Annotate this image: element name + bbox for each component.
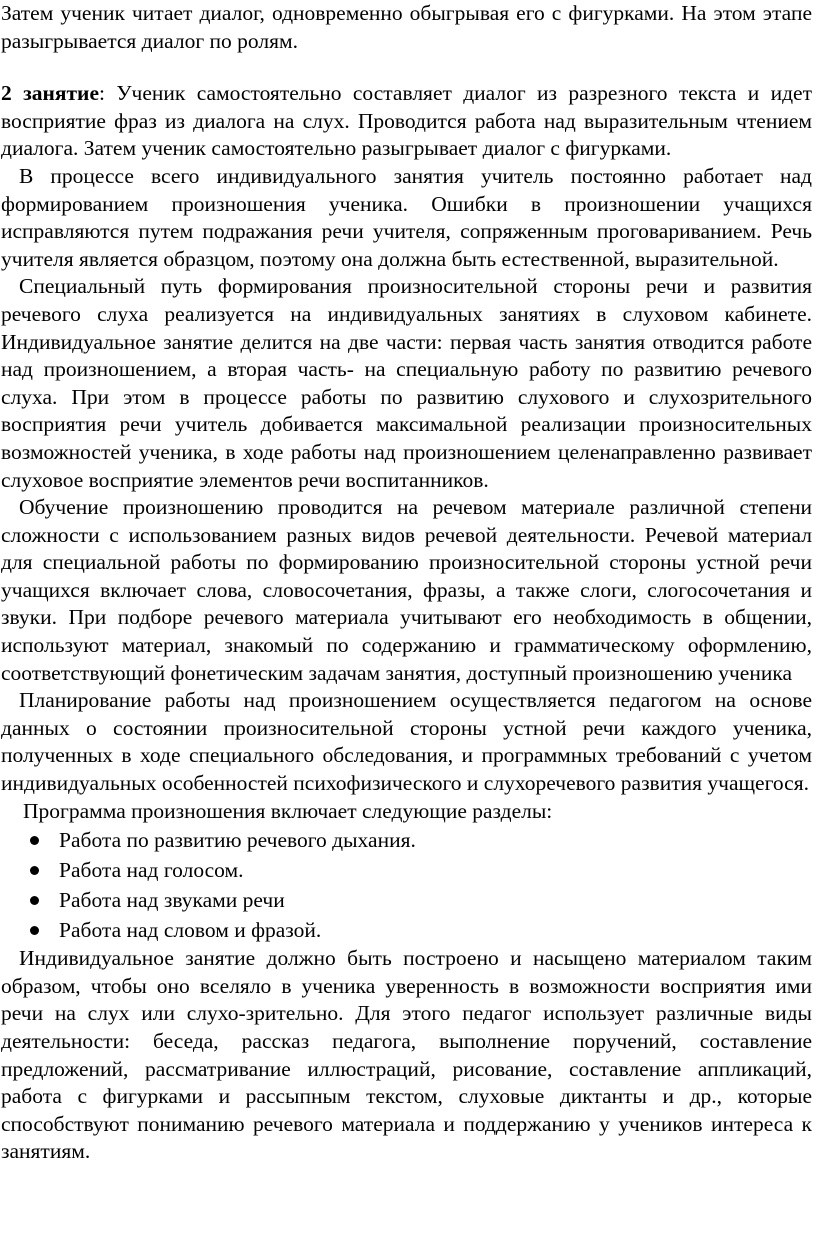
speech-material-paragraph: Обучение произношению проводится на речевом материале различной степени сложности с использованием разных видов речевой деятельности. Речевой материал для специальной работы по формированию произносительной стороны устной речи учащихся включает слова, словосочетания, фразы, а также слоги, слогосочетания и звуки. При подборе речевого материала учитывают его необходимость в общении, используют материал, знакомый по содержанию и грамматическому оформлению, соответствующий фонетическим задачам занятия, доступный произношению ученика (1, 495, 812, 685)
list-item (1, 855, 812, 885)
program-sections-list (1, 825, 812, 945)
bullet-icon (30, 836, 39, 845)
intro-paragraph: Затем ученик читает диалог, одновременно обыгрывая его с фигурками. На этом этапе разыгрывается диалог по ролям. (1, 1, 812, 53)
closing-paragraph: Индивидуальное занятие должно быть построено и насыщено материалом таким образом, чтобы оно вселяло в ученика уверенность в возможности восприятия ими речи на слух или слухо-зрительно. Для этого педагог использует различные виды деятельности: беседа, рассказ педагога, выполнение поручений, составление предложений, рассматривание иллюстраций, рисование, составление аппликаций, работа с фигурками и рассыпным текстом, слуховые диктанты и др., которые способствуют пониманию речевого материала и поддержанию у учеников интереса к занятиям. (1, 946, 812, 1164)
planning-paragraph: Планирование работы над произношением осуществляется педагогом на основе данных о состоянии произносительной стороны устной речи каждого ученика, полученных в ходе специального обследования, и программных требований с учетом индивидуальных особенностей психофизического и слухоречевого развития учащегося. (1, 688, 812, 796)
list-item (1, 825, 812, 855)
list-item-label: Работа над словом и фразой. (59, 918, 322, 943)
session-2-text: : Ученик самостоятельно составляет диалог из разрезного текста и идет восприятие фраз из диалога на слух. Проводится работа над выразительным чтением диалога. Затем ученик самостоятельно разыгрывает диалог с фигурками. (1, 81, 812, 161)
list-item-label: Работа по развитию речевого дыхания. (59, 828, 416, 853)
bullet-icon (30, 866, 39, 875)
list-item-label: Работа над голосом. (59, 858, 244, 883)
program-intro: Программа произношения включает следующие разделы: (23, 798, 553, 823)
bullet-icon (30, 926, 39, 935)
list-item (1, 915, 812, 945)
session-2-label: 2 занятие (1, 81, 99, 106)
list-item (1, 885, 812, 915)
pronunciation-teacher-paragraph: В процессе всего индивидуального занятия учитель постоянно работает над формированием произношения ученика. Ошибки в произношении учащихся исправляются путем подражания речи учителя, сопряженным проговариванием. Речь учителя является образцом, поэтому она должна быть естественной, выразительной. (1, 163, 812, 271)
bullet-icon (30, 896, 39, 905)
list-item-label: Работа над звуками речи (59, 888, 285, 913)
special-path-paragraph: Специальный путь формирования произносительной стороны речи и развития речевого слуха реализуется на индивидуальных занятиях в слуховом кабинете. Индивидуальное занятие делится на две части: первая часть занятия отводится работе над произношением, а вторая часть- на специальную работу по развитию речевого слуха. При этом в процессе работы по развитию слухового и слухозрительного восприятия речи учитель добивается максимальной реализации произносительных возможностей ученика, в ходе работы над произношением целенаправленно развивает слуховое восприятие элементов речи воспитанников. (1, 274, 812, 492)
session-2-paragraph (1, 80, 812, 163)
